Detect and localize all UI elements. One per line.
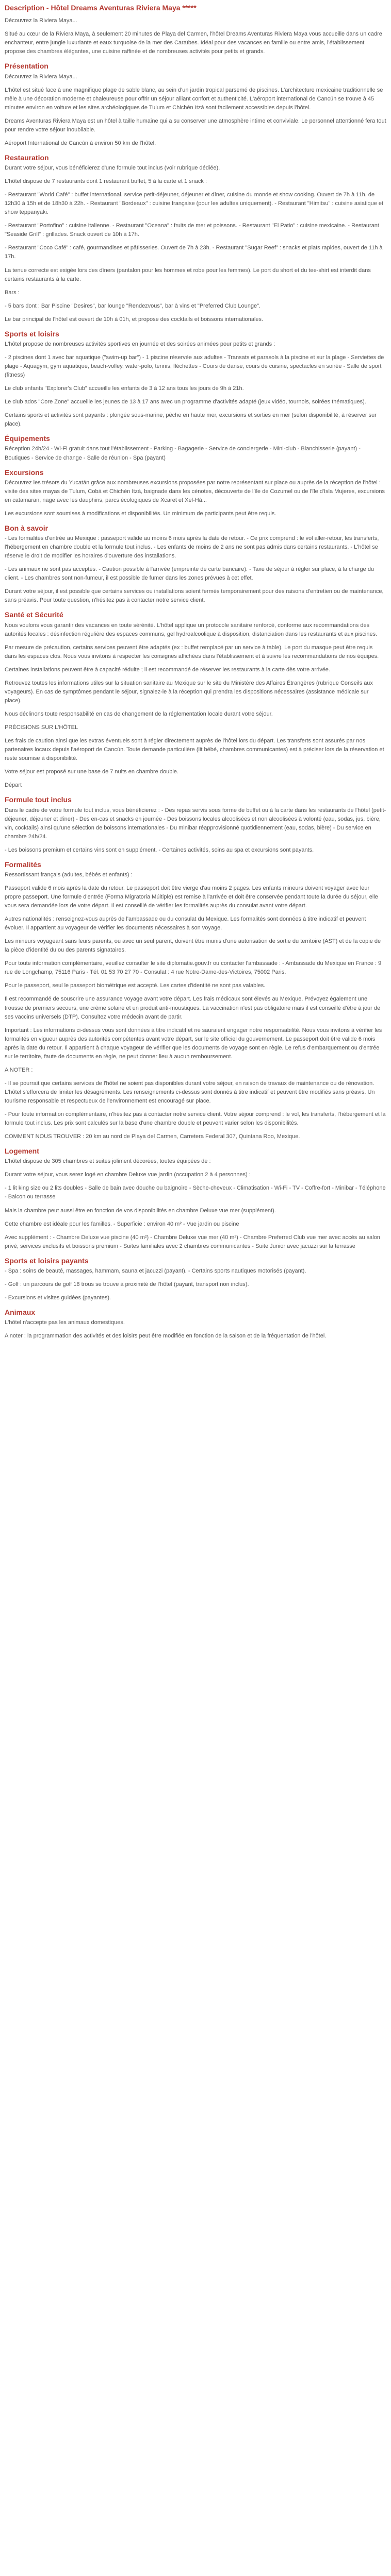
section (5, 468, 386, 518)
section-heading: Sports et loisirs (5, 329, 59, 338)
section-paragraph: Ressortissant français (adultes, bébés et enfants) : (5, 871, 133, 878)
section-paragraph: Il est recommandé de souscrire une assurance voyage avant votre départ. Les frais médicaux sont élevés au Mexique. Prévoyez également une trousse de premiers secours, une crème solaire et un produit anti-moustiques. La vaccination n'est pas obligatoire mais il est conseillé d'être à jour de ses vaccins universels (DTP). Consultez votre médecin avant de partir. (5, 996, 381, 1020)
section (5, 434, 386, 462)
section-paragraph: La tenue correcte est exigée lors des dîners (pantalon pour les hommes et robe pour les femmes). Le port du short et du tee-shirt est interdit dans certains restaurants à la carte. (5, 267, 371, 282)
section (5, 61, 386, 148)
section (5, 1256, 386, 1302)
section-paragraph: - Il se pourrait que certains services de l'hôtel ne soient pas disponibles durant votre séjour, en raison de travaux de maintenance ou de rénovation. L'hôtel s'efforcera de limiter les désagréments. Les renseignements ci-dessus sont donnés à titre indicatif et peuvent être modifiés sans préavis. Un tourisme responsable et respectueux de l'environnement est encouragé sur place. (5, 1080, 375, 1104)
section-paragraph: - Restaurant "World Café" : buffet international, service petit-déjeuner, déjeuner et dîner, cuisine du monde et show cooking. Ouvert de 7h à 11h, de 12h30 à 15h et de 18h30 à 22h. - Restaurant "Bordeaux" : cuisine française (pour les adultes uniquement). - Restaurant "Himitsu" : cuisine asiatique et show teppanyaki. (5, 192, 384, 216)
section-paragraph: Aéroport International de Cancún à environ 50 km de l'hôtel. (5, 140, 156, 146)
section-paragraph: - Pour toute information complémentaire, n'hésitez pas à contacter notre service client. Votre séjour comprend : le vol, les transferts, l'hébergement et la formule tout inclus. Les prix sont calculés sur la base d'une chambre double et peuvent varier selon les disponibilités. (5, 1111, 386, 1127)
section-paragraph: - Golf : un parcours de golf 18 trous se trouve à proximité de l'hôtel (payant, transport non inclus). (5, 1281, 249, 1287)
section-heading: Sports et loisirs payants (5, 1256, 89, 1265)
section-paragraph: Certaines installations peuvent être à capacité réduite ; il est recommandé de réserver les restaurants à la carte dès votre arrivée. (5, 666, 330, 673)
section-paragraph: Retrouvez toutes les informations utiles sur la situation sanitaire au Mexique sur le site du Ministère des Affaires Étrangères (rubrique Conseils aux voyageurs). En cas de symptômes pendant le séjour, signalez-le à la réception qui prendra les dispositions nécessaires (assistance médicale sur place). (5, 680, 373, 704)
section-paragraph: Pour toute information complémentaire, veuillez consulter le site diplomatie.gouv.fr ou contacter l'ambassade : - Ambassade du Mexique en France : 9 rue de Longchamp, 75116 Paris - Tél. 01 53 70 27 70 - Consulat : 4 rue Notre-Dame-des-Victoires, 75002 Paris. (5, 960, 382, 976)
section-paragraph: - Restaurant "Coco Café" : café, gourmandises et pâtisseries. Ouvert de 7h à 23h. - Restaurant "Sugar Reef" : snacks et plats rapides, ouvert de 11h à 17h. (5, 245, 383, 260)
section-paragraph: Les excursions sont soumises à modifications et disponibilités. Un minimum de participants peut être requis. (5, 510, 276, 517)
section-paragraph: Nous déclinons toute responsabilité en cas de changement de la réglementation locale durant votre séjour. (5, 711, 273, 718)
section-paragraph: Votre séjour est proposé sur une base de 7 nuits en chambre double. (5, 769, 178, 775)
section-paragraph: - Les boissons premium et certains vins sont en supplément. - Certaines activités, soins au spa et excursions sont payants. (5, 846, 314, 853)
section-paragraph: - Excursions et visites guidées (payantes). (5, 1294, 111, 1301)
sections (5, 61, 386, 1341)
section-paragraph: Nous voulons vous garantir des vacances en toute sérénité. L'hôtel applique un protocole sanitaire renforcé, conforme aux recommandations des autorités locales : désinfection régulière des espaces communs, gel hydroalcoolique à disposition, distanciation dans les restaurants et aux piscines. (5, 622, 378, 637)
section-paragraph: Les frais de caution ainsi que les extras éventuels sont à régler directement auprès de l'hôtel lors du départ. Les transferts sont assurés par nos partenaires locaux depuis l'aéroport de Cancún. Toute demande particulière (lit bébé, chambres communicantes) est à préciser lors de la réservation et reste soumise à disponibilité. (5, 738, 384, 762)
section (5, 1146, 386, 1251)
section-paragraph: A NOTER : (5, 1066, 33, 1073)
section-paragraph: - 1 lit king size ou 2 lits doubles - Salle de bain avec douche ou baignoire - Sèche-cheveux - Climatisation - Wi-Fi - TV - Coffre-fort - Minibar - Téléphone - Balcon ou terrasse (5, 1185, 386, 1200)
intro (5, 16, 386, 56)
section-heading: Équipements (5, 434, 50, 443)
section (5, 153, 386, 324)
section (5, 523, 386, 605)
section-heading: Formalités (5, 860, 41, 869)
section-paragraph: A noter : la programmation des activités et des loisirs peut être modifiée en fonction de la saison et de la fréquentation de l'hôtel. (5, 1333, 327, 1340)
section-paragraph: Bars : (5, 289, 20, 296)
section-paragraph: Durant votre séjour, vous serez logé en chambre Deluxe vue jardin (occupation 2 à 4 personnes) : (5, 1172, 251, 1178)
section-paragraph: Durant votre séjour, il est possible que certains services ou installations soient fermés temporairement pour des raisons d'entretien ou de maintenance, sans préavis. Pour toute question, n'hésitez pas à contacter notre service client. (5, 588, 384, 604)
section-heading: Présentation (5, 62, 48, 71)
section (5, 860, 386, 1141)
page-title: Description - Hôtel Dreams Aventuras Riviera Maya ***** (5, 4, 197, 12)
section-paragraph: - Restaurant "Portofino" : cuisine italienne. - Restaurant "Oceana" : fruits de mer et poissons. - Restaurant "El Patio" : cuisine mexicaine. - Restaurant "Seaside Grill" : grillades. Snack ouvert de 10h à 17h. (5, 223, 379, 238)
section-paragraph: Les mineurs voyageant sans leurs parents, ou avec un seul parent, doivent être munis d'une autorisation de sortie du territoire (AST) et de la copie de la pièce d'identité du ou des parents signataires. (5, 938, 381, 954)
section-heading: Formule tout inclus (5, 795, 72, 804)
section-heading: Excursions (5, 468, 44, 477)
section-paragraph: L'hôtel propose de nombreuses activités sportives en journée et des soirées animées pour petits et grands : (5, 341, 275, 347)
section-paragraph: L'hôtel dispose de 305 chambres et suites joliment décorées, toutes équipées de : (5, 1158, 211, 1165)
section-paragraph: - 2 piscines dont 1 avec bar aquatique ("swim-up bar") - 1 piscine réservée aux adultes - Transats et parasols à la piscine et sur la plage - Serviettes de plage - Aquagym, gym aquatique, beach-volley, water-polo, tennis, fléchettes - Cours de danse, cours de cuisine, spectacles en soirée - Salle de sport (fitness) (5, 354, 384, 379)
section-paragraph: Durant votre séjour, vous bénéficierez d'une formule tout inclus (voir rubrique dédiée). (5, 165, 220, 172)
section-paragraph: Cette chambre est idéale pour les familles. - Superficie : environ 40 m² - Vue jardin ou piscine (5, 1221, 239, 1227)
section (5, 1308, 386, 1341)
section-paragraph: Dans le cadre de votre formule tout inclus, vous bénéficierez : - Des repas servis sous forme de buffet ou à la carte dans les restaurants de l'hôtel (petit-déjeuner, déjeuner et dîner) - Des en-cas et snacks en journée - Des boissons locales alcoolisées et non alcoolisées à volonté (eau, sodas, jus, bière, vin, cocktails) ainsi qu'une sélection de boissons internationales - Du minibar réapprovisionné quotidiennement (eau, sodas, bière) - Du service en chambre 24h/24. (5, 807, 386, 840)
section-paragraph: Par mesure de précaution, certains services peuvent être adaptés (ex : buffet remplacé par un service à table). Le port du masque peut être requis dans les espaces clos. Nous vous invitons à respecter les consignes affichées dans l'établissement et à suivre les recommandations de nos équipes. (5, 644, 379, 659)
section-paragraph: Découvrez la Riviera Maya... (5, 73, 77, 80)
section-paragraph: Le bar principal de l'hôtel est ouvert de 10h à 01h, et propose des cocktails et boissons internationales. (5, 316, 264, 323)
section-paragraph: L'hôtel dispose de 7 restaurants dont 1 restaurant buffet, 5 à la carte et 1 snack : (5, 178, 207, 185)
section (5, 795, 386, 854)
section-paragraph: PRÉCISIONS SUR L'HÔTEL (5, 724, 78, 731)
section-paragraph: - Spa : soins de beauté, massages, hammam, sauna et jacuzzi (payant). - Certains sports nautiques motorisés (payant). (5, 1267, 306, 1274)
section-paragraph: Départ (5, 782, 22, 789)
section-paragraph: Découvrez les trésors du Yucatán grâce aux nombreuses excursions proposées par notre représentant sur place ou auprès de la réception de l'hôtel : visite des sites mayas de Tulum, Cobá et Chichén Itzá, baignade dans les cénotes, découverte de l'île de Cozumel ou de l'île d'Isla Mujeres, excursions en catamaran, nage avec les dauphins, parcs écologiques de Xcaret et Xel-Há... (5, 479, 385, 503)
section-paragraph: Avec supplément : - Chambre Deluxe vue piscine (40 m²) - Chambre Deluxe vue mer (40 m²) - Chambre Preferred Club vue mer avec accès au salon privé, services exclusifs et boissons premium - Suites familiales avec 2 chambres communicantes - Suite Junior avec jacuzzi sur la terrasse (5, 1234, 380, 1249)
section-paragraph: Dreams Aventuras Riviera Maya est un hôtel à taille humaine qui a su conserver une atmosphère intime et conviviale. Le personnel attentionné fera tout pour rendre votre séjour inoubliable. (5, 117, 386, 133)
section-paragraph: Mais la chambre peut aussi être en fonction de vos disponibilités en chambre Deluxe vue mer (supplément). (5, 1207, 276, 1214)
section-paragraph: - 5 bars dont : Bar Piscine "Desires", bar lounge "Rendezvous", bar à vins et "Preferred Club Lounge". (5, 302, 261, 309)
section-heading: Logement (5, 1147, 39, 1156)
section-paragraph: - Les formalités d'entrée au Mexique : passeport valide au moins 6 mois après la date de retour. - Ce prix comprend : le vol aller-retour, les transferts, l'hébergement en chambre double et la formule tout inclus. - Les enfants de moins de 2 ans ne sont pas admis dans certains restaurants. - L'hôtel se réserve le droit de modifier les horaires d'ouverture des installations. (5, 535, 379, 560)
section-heading: Animaux (5, 1308, 36, 1317)
section-paragraph: L'hôtel est situé face à une magnifique plage de sable blanc, au sein d'un jardin tropical parsemé de piscines. L'architecture mexicaine traditionnelle se mêle à une décoration moderne et chaleureuse pour offrir un séjour alliant confort et authenticité. L'aéroport international de Cancún se trouve à 45 minutes environ en voiture et les sites archéologiques de Tulum et Chichén Itzá sont facilement accessibles depuis l'hôtel. (5, 87, 383, 111)
section-paragraph: Autres nationalités : renseignez-vous auprès de l'ambassade ou du consulat du Mexique. Les formalités sont données à titre indicatif et peuvent évoluer. Il appartient au voyageur de vérifier les documents nécessaires à son voyage. (5, 916, 366, 931)
section-paragraph: Passeport valide 6 mois après la date du retour. Le passeport doit être vierge d'au moins 2 pages. Les enfants mineurs doivent voyager avec leur propre passeport. Une formule d'entrée (Forma Migratoria Múltiple) est remise à l'arrivée et doit être conservée pendant toute la durée du séjour, elle vous sera demandée lors de votre départ. Il est conseillé de vérifier les formalités auprès du consulat avant votre départ. (5, 885, 378, 909)
section-paragraph: - Les animaux ne sont pas acceptés. - Caution possible à l'arrivée (empreinte de carte bancaire). - Taxe de séjour à régler sur place, à la charge du client. - Les chambres sont non-fumeur, il est possible de fumer dans les zones prévues à cet effet. (5, 566, 374, 582)
section (5, 610, 386, 790)
section-paragraph: Important : Les informations ci-dessus vous sont données à titre indicatif et ne sauraient engager notre responsabilité. Nous vous invitons à vérifier les formalités en vigueur auprès des autorités compétentes avant votre départ, sur le site officiel du gouvernement. Le passeport doit être valide 6 mois après la date du retour. Il appartient à chaque voyageur de vérifier que les documents de voyage sont en règle. Le refus d'embarquement ou d'entrée sur le territoire, faute de documents en règle, ne peut donner lieu à aucun remboursement. (5, 1027, 382, 1060)
intro-paragraph: Situé au cœur de la Riviera Maya, à seulement 20 minutes de Playa del Carmen, l'hôtel Dreams Aventuras Riviera Maya vous accueille dans un cadre enchanteur, entre jungle luxuriante et eaux turquoise de la mer des Caraïbes. Idéal pour des vacances en famille ou entre amis, l'établissement propose des chambres élégantes, une cuisine raffinée et de nombreuses activités pour petits et grands. (5, 31, 382, 55)
section-paragraph: Le club ados "Core Zone" accueille les jeunes de 13 à 17 ans avec un programme d'activités adapté (jeux vidéo, tournois, soirées thématiques). (5, 399, 366, 405)
section-paragraph: Le club enfants "Explorer's Club" accueille les enfants de 3 à 12 ans tous les jours de 9h à 21h. (5, 385, 244, 392)
section-heading: Bon à savoir (5, 523, 48, 532)
intro-paragraph: Découvrez la Riviera Maya... (5, 18, 77, 24)
section-paragraph: Pour le passeport, seul le passeport biométrique est accepté. Les cartes d'identité ne sont pas valables. (5, 982, 266, 989)
section-paragraph: Certains sports et activités sont payants : plongée sous-marine, pêche en haute mer, excursions et sorties en mer (selon disponibilité, à réserver sur place). (5, 412, 377, 428)
page (0, 3, 391, 1352)
section-paragraph: L'hôtel n'accepte pas les animaux domestiques. (5, 1319, 125, 1326)
section-paragraph: COMMENT NOUS TROUVER : 20 km au nord de Playa del Carmen, Carretera Federal 307, Quintana Roo, Mexique. (5, 1133, 300, 1140)
section (5, 329, 386, 429)
section-heading: Santé et Sécurité (5, 611, 63, 619)
section-paragraph: Réception 24h/24 - Wi-Fi gratuit dans tout l'établissement - Parking - Bagagerie - Service de conciergerie - Mini-club - Blanchisserie (payant) - Boutiques - Service de change - Salle de réunion - Spa (payant) (5, 446, 361, 461)
section-heading: Restauration (5, 153, 49, 162)
